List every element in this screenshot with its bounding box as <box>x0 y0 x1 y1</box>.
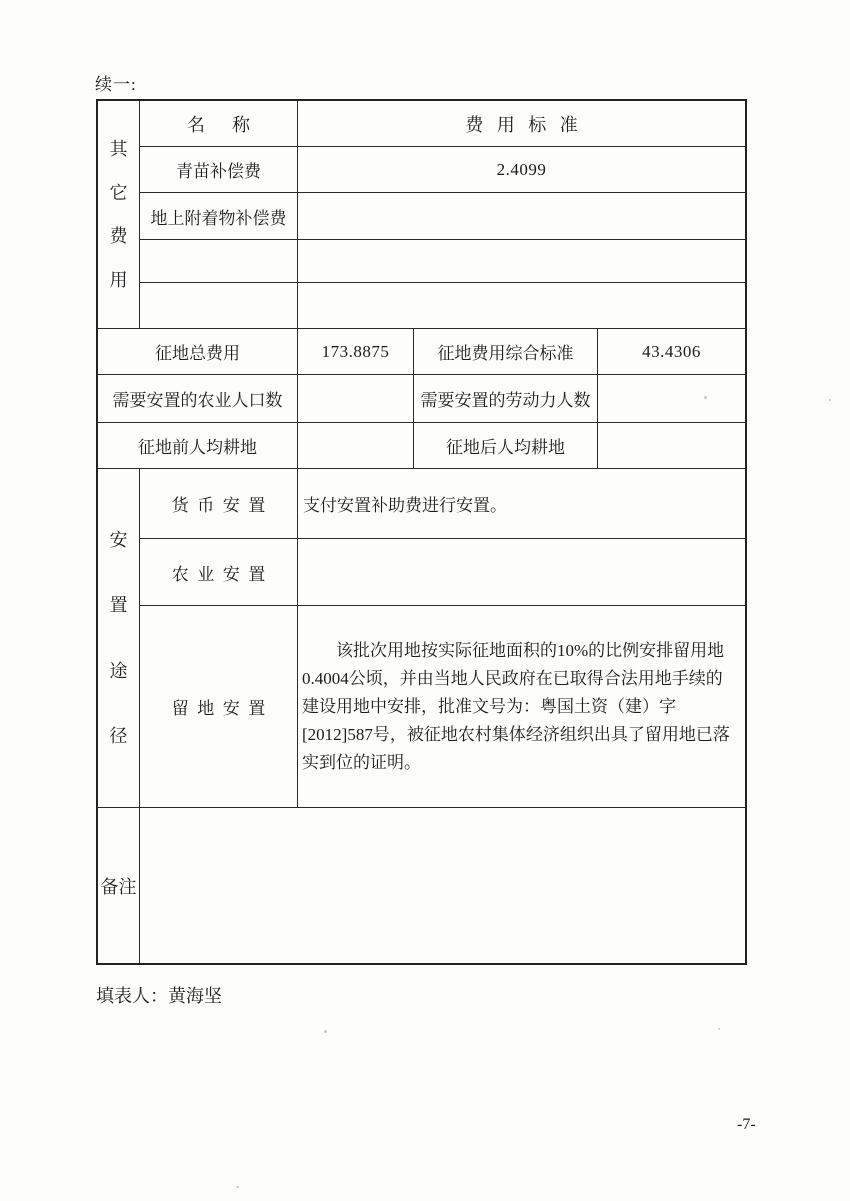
content-land-retention-resettlement <box>298 606 745 808</box>
value-farmland-after <box>598 423 745 469</box>
fee-name-empty-1 <box>140 240 298 283</box>
value-farmland-before <box>298 423 414 469</box>
fee-value-empty-2 <box>298 283 745 329</box>
fee-value-ground-attachments <box>298 193 745 240</box>
scan-noise-speck <box>704 396 707 399</box>
column-header-fee-standard: 费 用 标 准 <box>298 101 745 147</box>
continuation-label: 续一: <box>95 75 137 94</box>
label-land-retention-resettlement: 留 地 安 置 <box>140 606 298 808</box>
land-retention-paragraph: 该批次用地按实际征地面积的10%的比例安排留用地0.4004公顷，并由当地人民政府在已取得合法用地手续的建设用地中安排，批准文号为：粤国土资（建）字[2012]587号，被征地农村集体经济组织出具了留用地已落实到位的证明。 <box>302 640 730 772</box>
label-monetary-resettlement: 货 币 安 置 <box>140 469 298 539</box>
value-total-land-fee: 173.8875 <box>298 329 414 375</box>
row-header-resettlement: 安 置 途 径 <box>98 469 140 808</box>
value-labor-count <box>598 375 745 423</box>
label-agricultural-resettlement: 农 业 安 置 <box>140 539 298 606</box>
fee-name-ground-attachments: 地上附着物补偿费 <box>140 193 298 240</box>
label-farmland-before: 征地前人均耕地 <box>98 423 298 469</box>
scan-noise-speck <box>324 1030 327 1033</box>
column-header-name: 名 称 <box>140 101 298 147</box>
content-agricultural-resettlement <box>298 539 745 606</box>
content-remarks <box>140 808 745 963</box>
fee-value-empty-1 <box>298 240 745 283</box>
value-agri-population <box>298 375 414 423</box>
label-total-land-fee: 征地总费用 <box>98 329 298 375</box>
form-filler-line: 填表人：黄海坚 <box>96 986 222 1006</box>
fee-name-young-crops: 青苗补偿费 <box>140 147 298 193</box>
content-monetary-resettlement: 支付安置补助费进行安置。 <box>298 469 745 539</box>
fee-name-empty-2 <box>140 283 298 329</box>
row-header-remarks: 备注 <box>98 808 140 963</box>
value-comprehensive-standard: 43.4306 <box>598 329 745 375</box>
page-number: -7- <box>737 1116 756 1133</box>
scan-noise-speck <box>718 1028 720 1030</box>
label-agri-population: 需要安置的农业人口数 <box>98 375 298 423</box>
label-farmland-after: 征地后人均耕地 <box>414 423 598 469</box>
scan-noise-speck <box>829 399 831 401</box>
land-fee-table <box>96 99 747 965</box>
row-header-other-fees: 其 它 费 用 <box>98 101 140 329</box>
label-labor-count: 需要安置的劳动力人数 <box>414 375 598 423</box>
fee-value-young-crops: 2.4099 <box>298 147 745 193</box>
scan-noise-speck <box>236 1186 239 1188</box>
label-comprehensive-standard: 征地费用综合标准 <box>414 329 598 375</box>
